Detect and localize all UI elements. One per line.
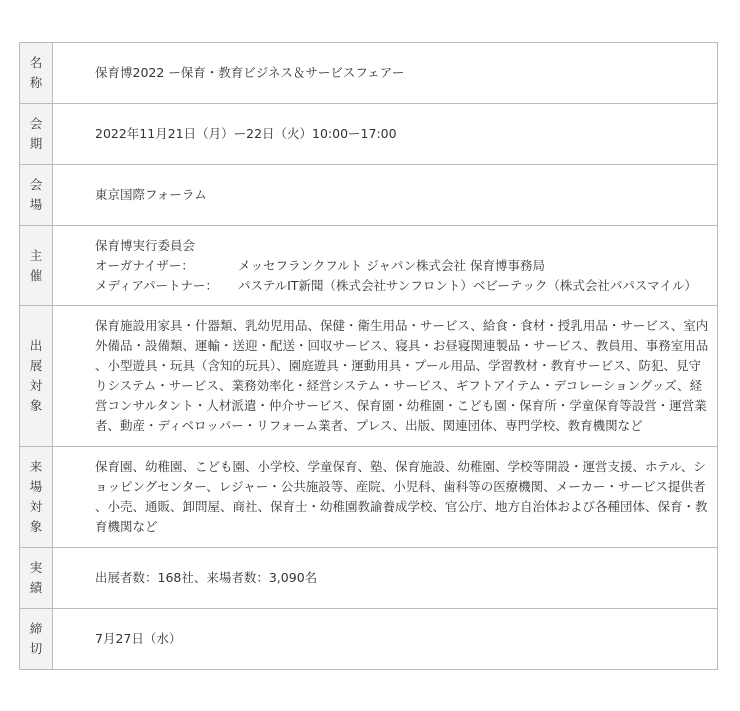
visitors-line: 保育園、幼稚園、こども園、小学校、学童保育、塾、保育施設、幼稚園、学校等開設・運営支援、ホテル、シ: [95, 459, 706, 474]
event-info-table: [19, 42, 718, 670]
row-venue: [20, 165, 718, 226]
row-results: [20, 548, 718, 609]
label-char: 対: [29, 378, 43, 393]
label-char: 象: [29, 519, 43, 534]
value-exhibits: [53, 306, 718, 447]
event-info-table-wrapper: [19, 42, 718, 670]
exhibits-line: 外備品・設備類、運輸・送迎・配送・回収サービス、寝具・お昼寝関連製品・サービス、教員用、事務室用品: [95, 338, 709, 353]
label-char: 対: [29, 499, 43, 514]
label-char: 切: [29, 641, 43, 656]
media-partner-key: メディアパートナー：: [95, 277, 219, 293]
exhibits-line: 保育施設用家具・什器類、乳幼児用品、保健・衛生用品・サービス、給食・食材・授乳用品・サービス、室内: [95, 318, 709, 333]
label-char: 場: [29, 479, 43, 494]
label-char: 名: [29, 55, 43, 70]
label-char: 績: [29, 580, 43, 595]
visitors-line: 育機関など: [95, 519, 158, 534]
label-char: 締: [29, 621, 43, 636]
value-visitors: [53, 447, 718, 548]
row-date: [20, 104, 718, 165]
label-exhibits: [20, 306, 53, 447]
label-char: 会: [29, 116, 43, 131]
visitors-line: ョッピングセンター、レジャー・公共施設等、産院、小児科、歯科等の医療機関、メーカー・サービス提供者: [95, 479, 706, 494]
label-char: 出: [29, 338, 43, 353]
label-char: 称: [29, 75, 43, 90]
exhibits-line: 営コンサルタント・人材派遣・仲介サービス、保育園・幼稚園・こども園・保育所・学童保育等設営・運営業: [95, 398, 707, 413]
value-deadline: 7月27日（水）: [53, 609, 718, 670]
row-exhibits: [20, 306, 718, 447]
label-visitors: [20, 447, 53, 548]
label-char: 場: [29, 197, 43, 212]
row-visitors: [20, 447, 718, 548]
label-results: [20, 548, 53, 609]
media-partner-pair: [95, 276, 703, 296]
row-name: [20, 43, 718, 104]
label-char: 実: [29, 560, 43, 575]
value-results: 出展者数：168社、来場者数：3,090名: [53, 548, 718, 609]
row-organizer: [20, 226, 718, 306]
organizer-committee: 保育博実行委員会: [95, 237, 196, 253]
label-char: 象: [29, 398, 43, 413]
organizer-key: オーガナイザー：: [95, 257, 194, 273]
label-char: 主: [29, 247, 43, 263]
visitors-line: 、小売、通販、卸問屋、商社、保育士・幼稚園教諭養成学校、官公庁、地方自治体および各種団体、保育・教: [95, 499, 708, 514]
label-venue: [20, 165, 53, 226]
label-char: 展: [29, 358, 43, 373]
label-char: 催: [29, 267, 43, 283]
row-deadline: [20, 609, 718, 670]
value-venue: 東京国際フォーラム: [53, 165, 718, 226]
value-organizer: [53, 226, 718, 306]
value-name: 保育博2022 ー保育・教育ビジネス＆サービスフェアー: [53, 43, 718, 104]
exhibits-line: 者、動産・ディベロッパー・リフォーム業者、プレス、出版、関連団体、専門学校、教育機関など: [95, 418, 643, 433]
exhibits-line: りシステム・サービス、業務効率化・経営システム・サービス、ギフトアイテム・デコレーショングッズ、経: [95, 378, 703, 393]
value-date: 2022年11月21日（月）ー22日（火）10:00ー17:00: [53, 104, 718, 165]
organizer-pair: [95, 256, 703, 276]
label-char: 会: [29, 177, 43, 192]
label-name: [20, 43, 53, 104]
exhibits-line: 、小型遊具・玩具（含知的玩具）、園庭遊具・運動用具・プール用品、学習教材・教育サービス、防犯、見守: [95, 358, 702, 373]
media-partner-value: パステルIT新聞（株式会社サンフロント）ベビーテック（株式会社パパスマイル）: [238, 277, 697, 293]
label-char: 来: [29, 459, 43, 474]
label-char: 期: [29, 136, 43, 151]
organizer-value: メッセフランクフルト ジャパン株式会社 保育博事務局: [238, 257, 545, 273]
label-deadline: [20, 609, 53, 670]
label-organizer: [20, 226, 53, 306]
label-date: [20, 104, 53, 165]
